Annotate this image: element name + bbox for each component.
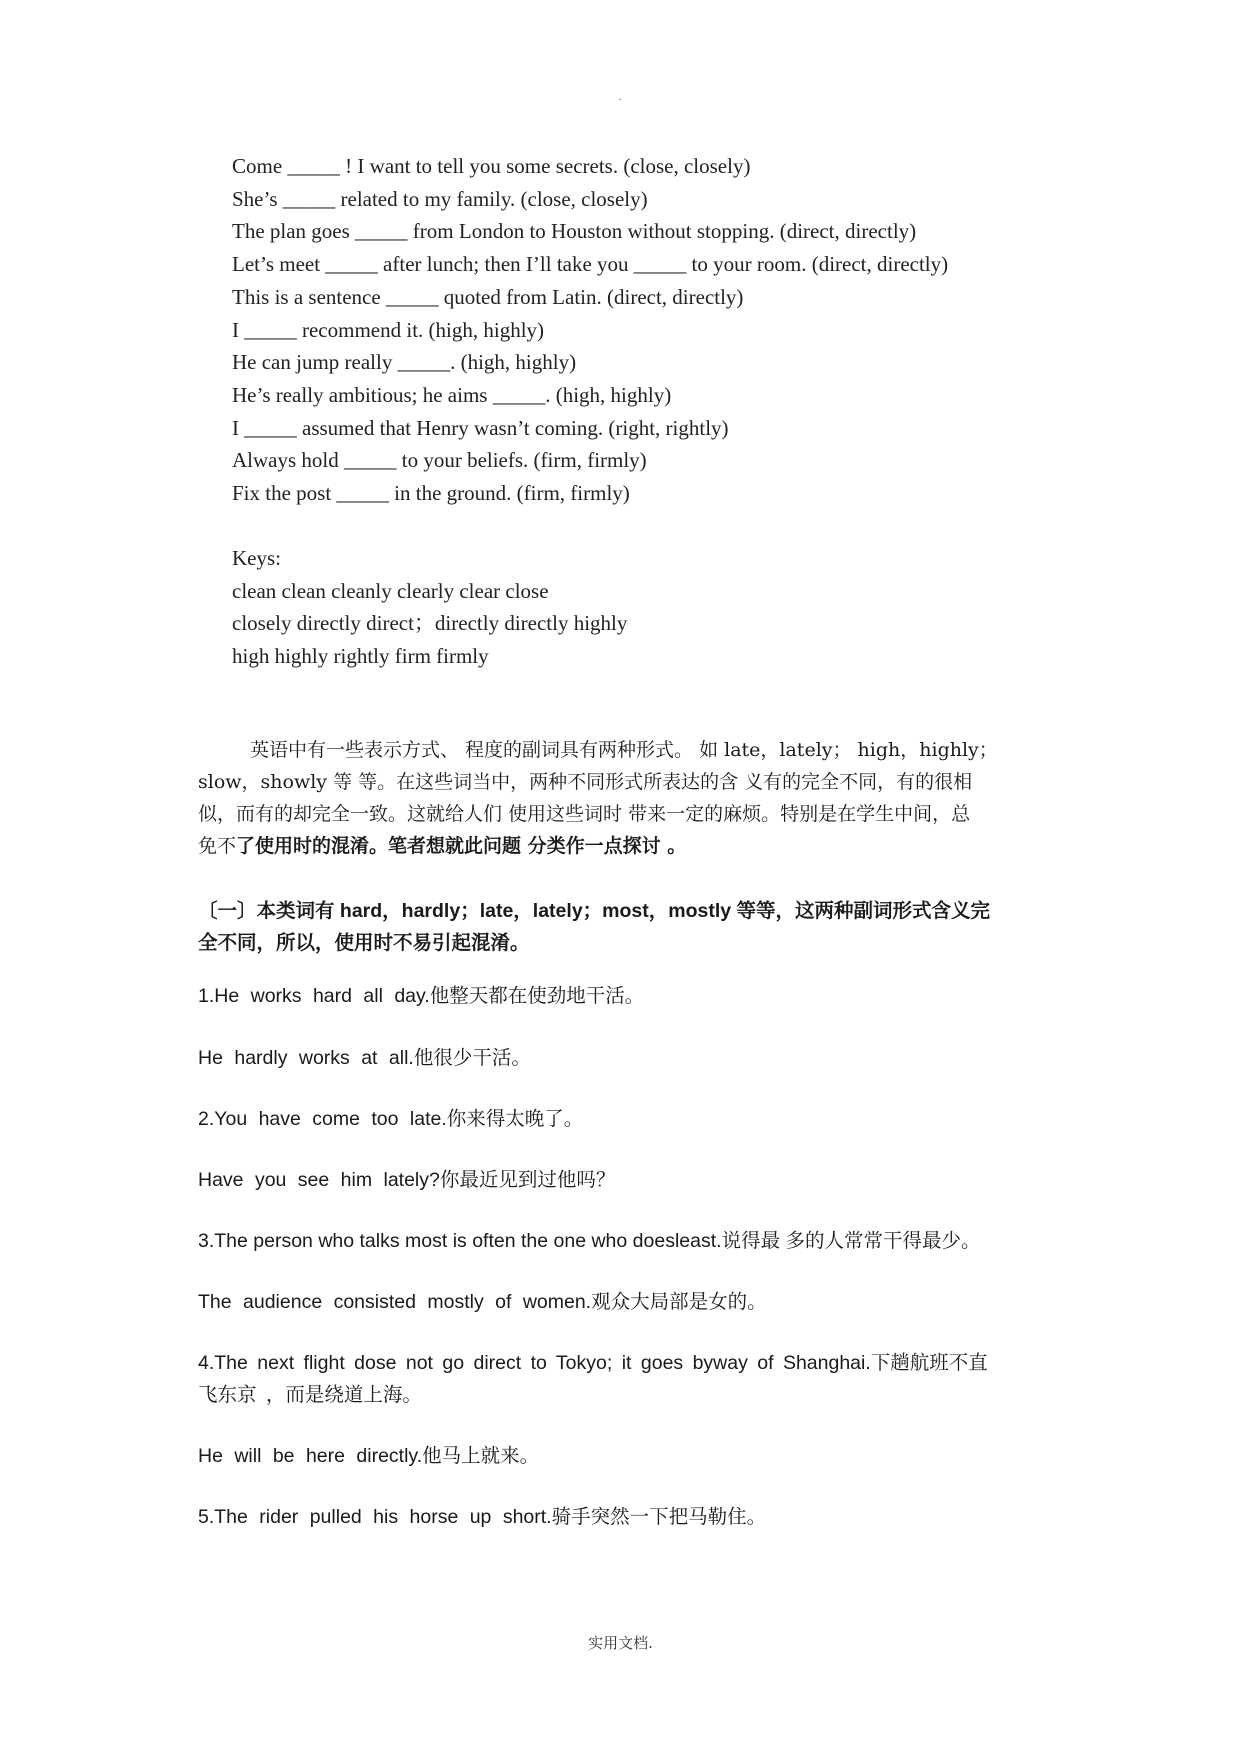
exercise-line: Let’s meet _____ after lunch; then I’ll take you _____ to your room. (direct, directly) xyxy=(232,252,949,277)
keys-line: high highly rightly firm firmly xyxy=(232,644,489,669)
example-en: 1.He works hard all day. xyxy=(198,985,430,1007)
exercise-line: She’s _____ related to my family. (close, closely) xyxy=(232,186,648,211)
exercise-line: Always hold _____ to your beliefs. (firm, firmly) xyxy=(232,448,647,473)
example-en: Have you see him lately? xyxy=(198,1169,440,1191)
section-heading-line: 〔一〕本类词有 hard，hardly；late，lately；most，mostly 等等，这两种副词形式含义完 xyxy=(198,900,991,922)
example-zh: 下趟航班不直 xyxy=(870,1352,988,1374)
exercise-line: I _____ recommend it. (high, highly) xyxy=(232,317,545,342)
example-en: He will be here directly. xyxy=(198,1445,423,1467)
example-sentence xyxy=(198,980,1058,1012)
example-en: 2.You have come too late. xyxy=(198,1108,447,1130)
example-zh: 你来得太晚了。 xyxy=(446,1108,584,1130)
exercise-line: This is a sentence _____ quoted from Latin. (direct, directly) xyxy=(232,284,744,309)
section-heading xyxy=(198,895,1050,959)
example-zh: 说得最 多的人常常干得最少。 xyxy=(721,1230,981,1252)
exercise-line: He’s really ambitious; he aims _____. (high, highly) xyxy=(232,382,672,407)
intro-line: 似，而有的却完全一致。这就给人们 使用这些词时 带来一定的麻烦。特别是在学生中间，总 xyxy=(198,803,971,825)
example-zh: 骑手突然一下把马勒住。 xyxy=(551,1506,767,1528)
example-sentence xyxy=(198,1501,1058,1533)
exercise-line: The plan goes _____ from London to Houston without stopping. (direct, directly) xyxy=(232,219,917,244)
intro-line: slow，showly 等 等。在这些词当中，两种不同形式所表达的含 义有的完全不同，有的很相 xyxy=(198,771,973,793)
example-zh: 观众大局部是女的。 xyxy=(591,1291,767,1313)
intro-text: 免不 xyxy=(198,835,237,857)
example-sentence xyxy=(198,1103,1058,1135)
intro-bold-text: 了使用时的混淆。笔者想就此问题 分类作一点探讨 。 xyxy=(236,835,687,857)
keys-line: closely directly direct；directly directly highly xyxy=(232,611,628,636)
example-en: 4.The next flight dose not go direct to Tokyo; it goes byway of Shanghai. xyxy=(198,1352,871,1374)
example-zh: 他马上就来。 xyxy=(422,1445,540,1467)
section-heading-line: 全不同，所以，使用时不易引起混淆。 xyxy=(198,932,530,954)
header-mark: . xyxy=(619,92,622,103)
example-sentence xyxy=(198,1042,1058,1074)
example-sentence xyxy=(198,1347,1058,1411)
exercise-line: He can jump really _____. (high, highly) xyxy=(232,350,577,375)
intro-line xyxy=(198,830,1050,862)
example-en: He hardly works at all. xyxy=(198,1047,414,1069)
example-sentence xyxy=(198,1286,1058,1318)
example-sentence xyxy=(198,1164,1058,1196)
example-sentence xyxy=(198,1225,1058,1257)
example-en: 5.The rider pulled his horse up short. xyxy=(198,1506,552,1528)
example-zh: 他很少干活。 xyxy=(413,1047,531,1069)
page-footer: 实用文档. xyxy=(588,1634,653,1652)
intro-line: 英语中有一些表示方式、 程度的副词具有两种形式。 如 late，lately； high，highly； xyxy=(250,739,998,761)
example-zh: 他整天都在使劲地干活。 xyxy=(429,985,645,1007)
intro-paragraph xyxy=(198,734,1050,862)
example-sentence xyxy=(198,1440,1058,1472)
exercise-list xyxy=(232,150,948,510)
example-zh-continued: 飞东京 ，而是绕道上海。 xyxy=(198,1384,422,1406)
keys-title: Keys: xyxy=(232,546,281,570)
example-zh: 你最近见到过他吗？ xyxy=(439,1169,616,1191)
example-en: The audience consisted mostly of women. xyxy=(198,1291,592,1313)
keys-line: clean clean cleanly clearly clear close xyxy=(232,578,549,603)
example-en: 3.The person who talks most is often the one who doesleast. xyxy=(198,1230,722,1252)
exercise-line: I _____ assumed that Henry wasn’t coming. (right, rightly) xyxy=(232,415,729,440)
exercise-line: Fix the post _____ in the ground. (firm, firmly) xyxy=(232,481,630,506)
exercise-line: Come _____ ! I want to tell you some secrets. (close, closely) xyxy=(232,154,751,178)
answer-keys xyxy=(232,542,627,673)
